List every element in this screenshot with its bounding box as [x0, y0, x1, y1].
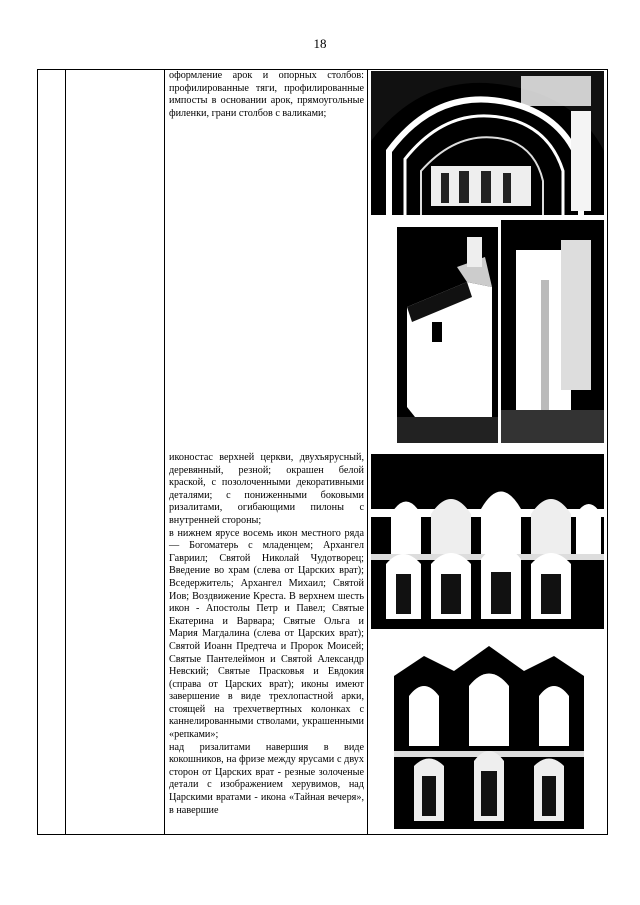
- column-divider: [164, 70, 165, 834]
- arch-decoration-text: оформление арок и опорных столбов: профилированные тяги, профилированные импосты в основании арок, прямоугольные филенки, грани столбов с валиками;: [169, 70, 364, 119]
- pillar-photo-left: [397, 227, 498, 443]
- column-divider: [367, 70, 368, 834]
- arch-decoration-description: [169, 70, 364, 120]
- pillar-photo-right: [501, 220, 604, 443]
- iconostasis-photo-lower: [384, 636, 594, 829]
- iconostasis-description: [169, 452, 364, 817]
- inventory-table: [37, 69, 608, 835]
- page-number: 18: [313, 36, 327, 51]
- iconostasis-photo-upper: [371, 454, 604, 629]
- iconostasis-paragraph-3: над ризалитами навершия в виде кокошников, на фризе между ярусами с двух сторон от Царских врат - резные золоченые детали с изображением херувимов, над Царскими вратами - икона «Тайная вечеря», в навершие: [169, 741, 364, 816]
- column-divider: [65, 70, 66, 834]
- iconostasis-paragraph-2: в нижнем ярусе восемь икон местного ряда — Богоматерь с младенцем; Архангел Гавриил; Святой Николай Чудотворец; Введение во храм (слева от Царских врат); Вседержитель; Архангел Михаил; Святой Иов; Воздвижение Креста. В верхнем шесть икон - Апостолы Петр и Павел; Святые Екатерина и Варвара; Святые Ольга и Мария Магдалина (слева от Царских врат); Святой Иоанн Предтеча и Пророк Моисей; Святые Пантелеймон и Святой Александр Невский; Святые Прасковья и Евдокия (справа от Царских врат); иконы имеют завершение в виде трехлопастной арки, стоящей на трехчетвертных колонках с каннелированными стволами, украшенными «репками»;: [169, 527, 364, 741]
- arch-interior-photo: [371, 71, 604, 215]
- iconostasis-paragraph-1: иконостас верхней церкви, двухъярусный, деревянный, резной; окрашен белой краской, с позолоченными декоративными деталями; с пониженными боковыми ризалитами, огибающими пилоны с внутренней стороны;: [169, 452, 364, 526]
